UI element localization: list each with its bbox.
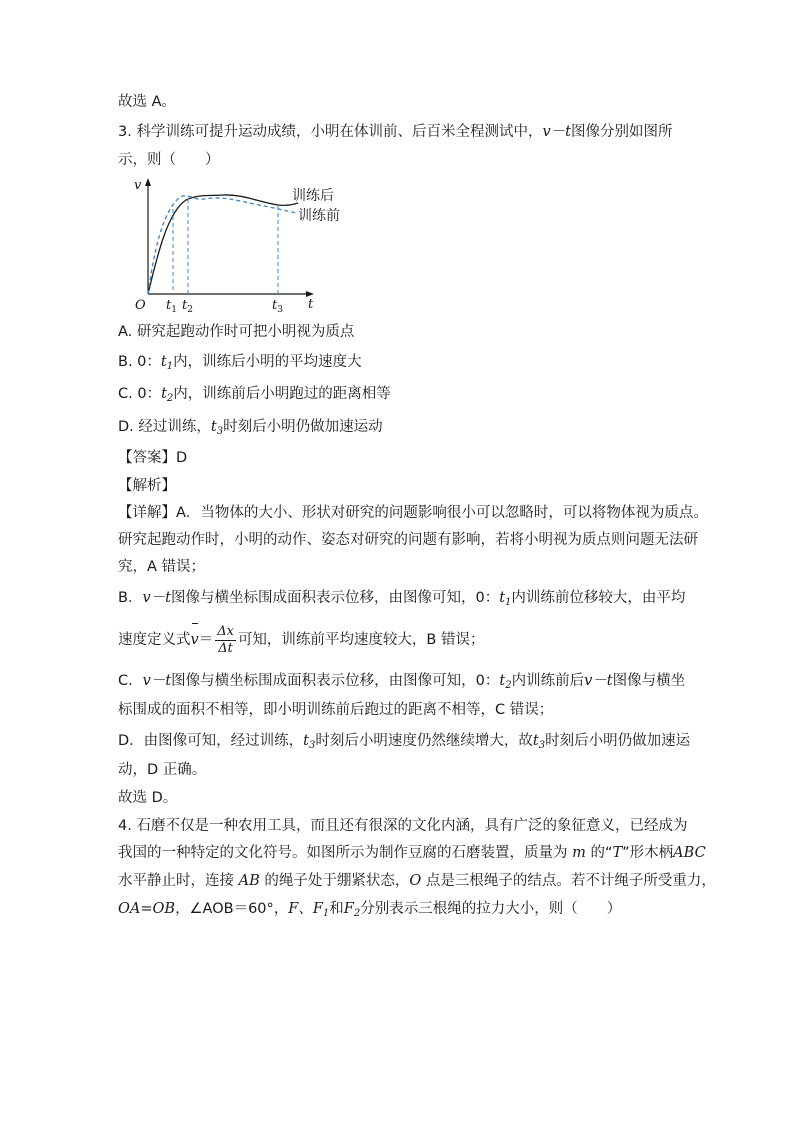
option-c-text: 内，训练前后小明跑过的距离相等 [173,386,391,402]
q4-line-3: 水平静止时，连接 AB 的绳子处于绷紧状态，O 点是三根绳子的结点。若不计绳子所受重力， [118,873,716,889]
explanation-d-line-1: D．由图像可知，经过训练，$t_3$时刻后小明速度仍然继续增大，故$t_3$时刻后小明仍做加速运 [118,733,691,751]
option-a: A. 研究起跑动作时可把小明视为质点 [118,324,355,340]
option-d-text: 时刻后小明仍做加速运动 [223,419,383,435]
q3-stem-text-2: 图像分别如图所 [570,124,673,140]
option-d-prefix: D. 经过训练， [118,419,211,435]
legend-after-training: 训练后 [292,188,334,204]
option-b-text: 内，训练后小明的平均速度大 [173,354,362,370]
v-axis-arrow [145,178,151,186]
q4-line-1: 4. 石磨不仅是一种农用工具，而且还有很深的文化内涵，具有广泛的象征意义，已经成为 [118,818,688,834]
previous-answer: 故选 A。 [118,94,177,110]
mean-velocity-symbol: v [191,622,199,658]
v-axis-label: v [134,178,142,193]
option-c-t: $t_2$ [161,386,174,404]
explanation-c-line-1: C．v－t图像与横坐标围成面积表示位移，由图像可知，0：$t_2$内训练前后v－t图像与横坐 [118,673,686,691]
explanation-b-line-1: B．v－t图像与横坐标围成面积表示位移，由图像可知，0：$t_1$内训练前位移较大，由平均 [118,590,686,608]
option-b-prefix: B. 0： [118,354,161,370]
detail-line-2: 研究起跑动作时，小明的动作、姿态对研究的问题有影响，若将小明视为质点则问题无法研 [118,532,698,548]
t3-label: $t_3$ [272,298,283,312]
option-d-t: $t_3$ [210,419,224,437]
origin-label: O [135,298,146,312]
t2-label: $t_2$ [182,298,193,312]
detail-line-1: 【详解】A．当物体的大小、形状对研究的问题影响很小可以忽略时，可以将物体视为质点。 [118,505,708,521]
legend-before-training: 训练前 [298,208,340,224]
explanation-c-line-2: 标围成的面积不相等，即小明训练前后跑过的距离不相等，C 错误； [118,702,554,718]
q3-stem-line-1 [118,122,672,142]
option-d [118,417,383,442]
explanation-b-line-2: 速度定义式v＝ $\frac{\Delta x}{\Delta t}$ 可知，训练前平均速度较大，B 错误； [118,622,485,658]
option-b [118,352,362,377]
answer-line: 【答案】D [118,450,188,466]
q3-vt-symbol: v－t [542,124,571,140]
t1-label: $t_1$ [166,298,177,312]
q4-line-2: 我国的一种特定的文化符号。如图所示为制作豆腐的石磨装置，质量为 m 的“T”形木柄ABC [118,845,706,861]
q3-number: 3. [118,124,132,140]
analysis-heading: 【解析】 [118,478,176,494]
option-c-prefix: C. 0： [118,386,162,402]
option-b-t: $t_1$ [160,354,174,372]
final-choice: 故选 D。 [118,790,178,806]
t-axis-label: t [308,297,314,312]
q3-stem-text: 科学训练可提升运动成绩，小明在体训前、后百米全程测试中， [136,124,543,140]
detail-line-3: 究，A 错误； [118,559,206,575]
vt-graph [118,172,358,312]
velocity-definition-fraction: $\frac{\Delta x}{\Delta t}$ [217,623,234,656]
option-c [118,384,391,409]
explanation-d-line-2: 动，D 正确。 [118,762,207,778]
before-training-curve [148,196,296,294]
q3-stem-line-2: 示，则（ ） [118,152,220,168]
q4-line-4: OA=OB，∠AOB＝60°，F、$F_1$和$F_2$分别表示三根绳的拉力大小，则（ ） [118,901,622,919]
